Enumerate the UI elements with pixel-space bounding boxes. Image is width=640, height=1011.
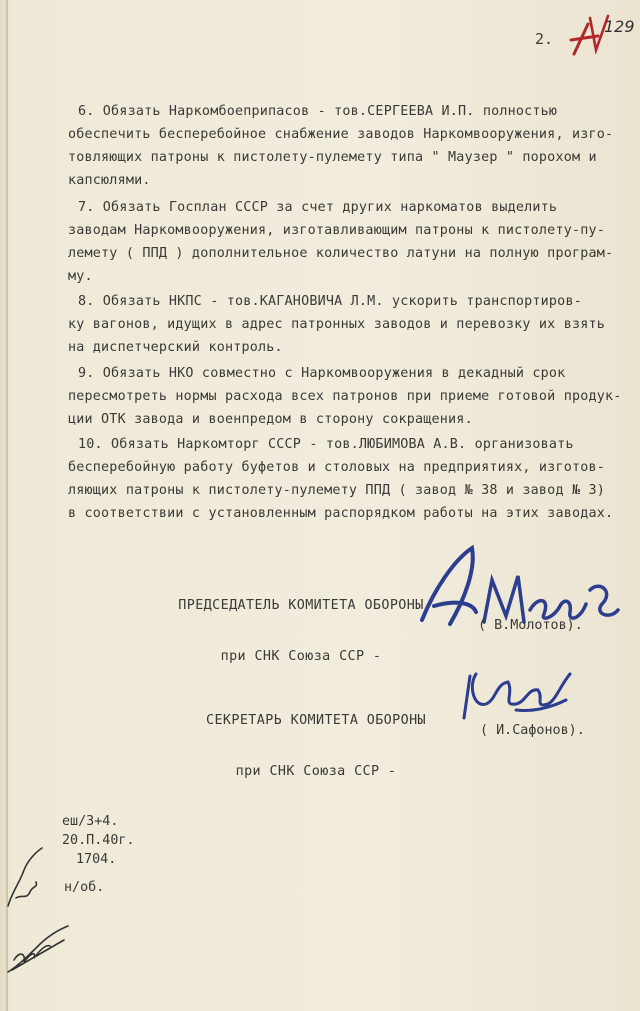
paragraph-line: обеспечить бесперебойное снабжение заводов Наркомвооружения, изго- — [68, 127, 614, 142]
paragraph-line: бесперебойную работу буфетов и столовых на предприятиях, изготов- — [68, 460, 606, 475]
paragraph-line: товляющих патроны к пистолету-пулемету типа " Маузер " порохом и — [68, 150, 597, 165]
paragraph-line: капсюлями. — [68, 173, 151, 188]
paragraph-line: 8. Обязать НКПС - тов.КАГАНОВИЧА Л.М. ускорить транспортиров- — [78, 294, 582, 309]
paragraph-line: в соответствии с установленным распорядком работы на этих заводах. — [68, 506, 614, 521]
secretary-block — [196, 678, 436, 814]
reference-line: еш/3+4. — [62, 814, 119, 829]
secretary-title: СЕКРЕТАРЬ КОМИТЕТА ОБОРОНЫ — [205, 713, 426, 728]
paragraph-line: ку вагонов, идущих в адрес патронных заводов и перевозку их взять — [68, 317, 606, 332]
margin-initials-icon — [4, 920, 74, 978]
paragraph-line: заводам Наркомвооружения, изготавливающим патроны к пистолету-пу- — [68, 223, 606, 238]
secretary-name: ( И.Сафонов). — [480, 723, 585, 738]
paragraph-line: на диспетчерский контроль. — [68, 340, 283, 355]
paragraph-7 — [68, 196, 614, 288]
paragraph-line: 10. Обязать Наркомторг СССР - тов.ЛЮБИМОВА А.В. организовать — [78, 437, 574, 452]
paragraph-line: 7. Обязать Госплан СССР за счет других наркоматов выделить — [78, 200, 558, 215]
paragraph-line: ции ОТК завода и военпредом в сторону сокращения. — [68, 412, 473, 427]
document-reference — [62, 812, 135, 897]
paragraph-9 — [68, 362, 622, 431]
margin-handwriting-icon — [2, 842, 50, 912]
paragraph-line: му. — [68, 269, 93, 284]
safonov-signature-icon — [456, 664, 576, 726]
paragraph-line: 9. Обязать НКО совместно с Наркомвооружения в декадный срок — [78, 366, 566, 381]
chairman-subtitle: при СНК Союза ССР - — [220, 649, 382, 664]
reference-line: 20.П.40г. — [62, 833, 135, 848]
archive-number: 129 — [604, 17, 635, 36]
paragraph-line: 6. Обязать Наркомбоеприпасов - тов.СЕРГЕЕВА И.П. полностью — [78, 104, 558, 119]
archive-page-number-icon — [568, 10, 638, 58]
chairman-name: ( В.Молотов). — [478, 618, 583, 633]
paragraph-line: ляющих патроны к пистолету-пулемету ППД ( завод № 38 и завод № 3) — [68, 483, 606, 498]
reference-line: 1704. — [76, 852, 117, 867]
secretary-subtitle: при СНК Союза ССР - — [235, 764, 397, 779]
paragraph-10 — [68, 433, 614, 525]
paragraph-line: пересмотреть нормы расхода всех патронов при приеме готовой продук- — [68, 389, 622, 404]
chairman-title: ПРЕДСЕДАТЕЛЬ КОМИТЕТА ОБОРОНЫ — [178, 598, 424, 613]
page-number: 2. — [535, 30, 554, 48]
paragraph-line: лемету ( ППД ) дополнительное количество латуни на полную програм- — [68, 246, 614, 261]
paragraph-6 — [68, 100, 614, 192]
paragraph-8 — [68, 290, 606, 359]
reference-line: н/об. — [64, 880, 105, 895]
